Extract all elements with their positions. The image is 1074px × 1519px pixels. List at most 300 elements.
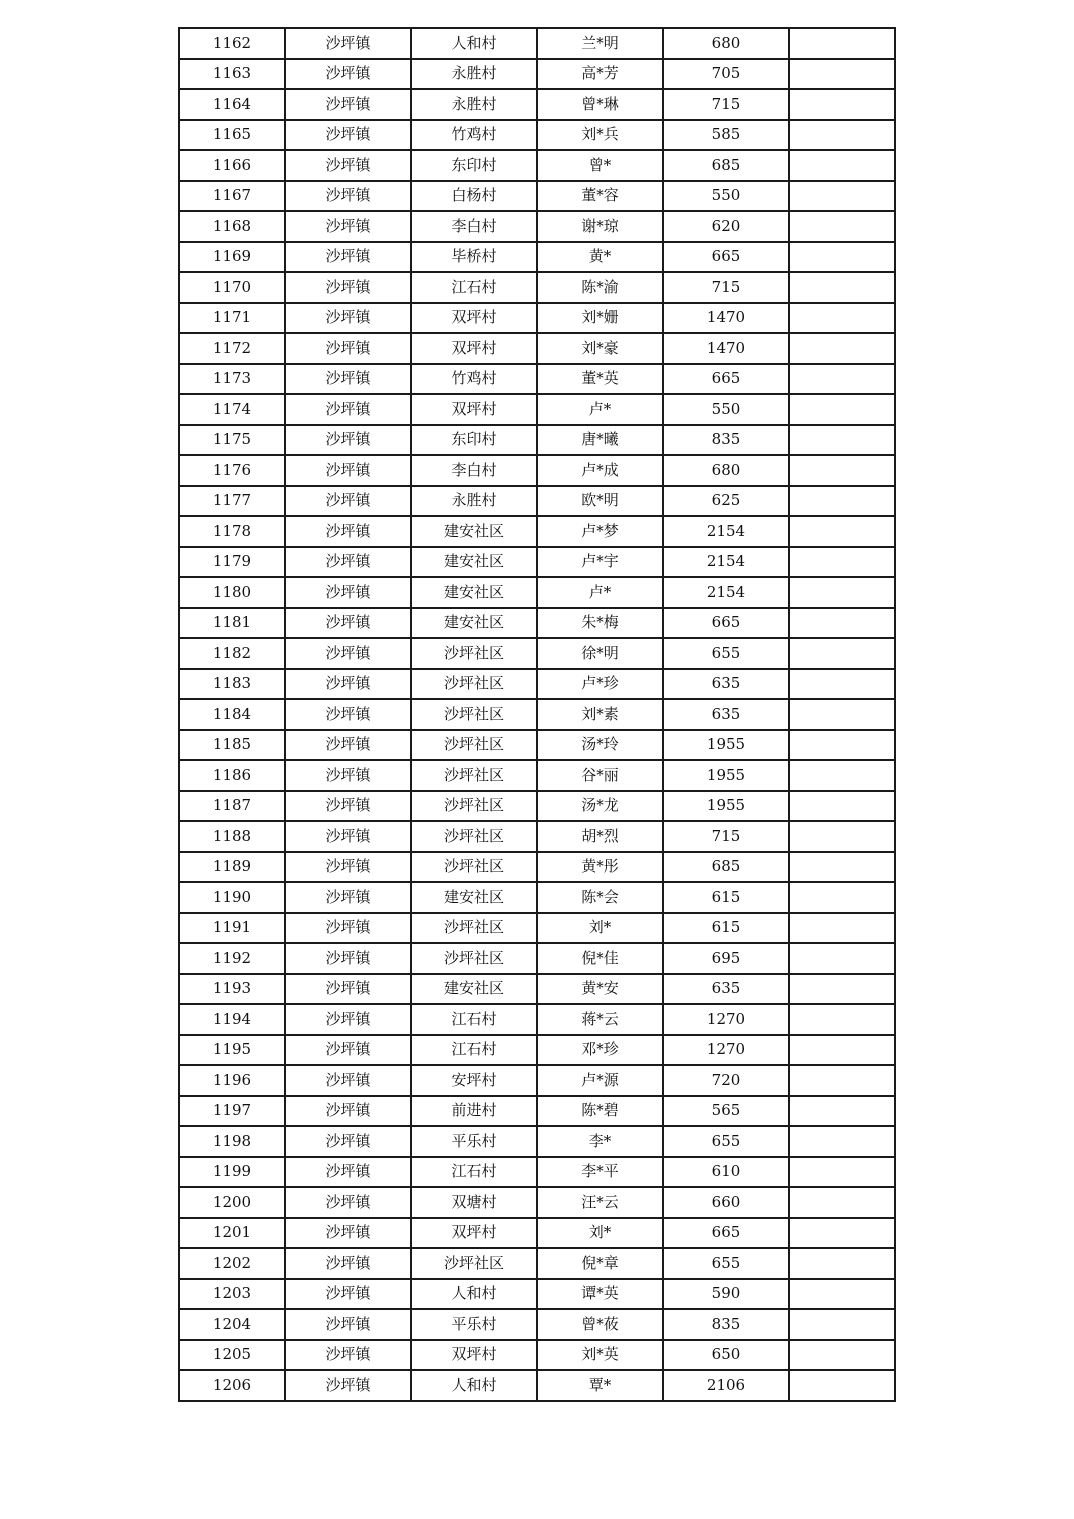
town-cell: 沙坪镇 — [285, 394, 411, 425]
name-cell: 汤*龙 — [537, 791, 663, 822]
note-cell — [789, 364, 895, 395]
town-cell: 沙坪镇 — [285, 1187, 411, 1218]
note-cell — [789, 699, 895, 730]
row-number-cell: 1205 — [179, 1340, 285, 1371]
village-cell: 李白村 — [411, 211, 537, 242]
table-row — [179, 150, 895, 181]
name-cell: 曾*莜 — [537, 1309, 663, 1340]
amount-cell: 585 — [663, 120, 789, 151]
note-cell — [789, 89, 895, 120]
amount-cell: 625 — [663, 486, 789, 517]
amount-cell: 665 — [663, 364, 789, 395]
name-cell: 胡*烈 — [537, 821, 663, 852]
note-cell — [789, 821, 895, 852]
table-row — [179, 699, 895, 730]
town-cell: 沙坪镇 — [285, 1035, 411, 1066]
note-cell — [789, 1218, 895, 1249]
records-table — [178, 27, 896, 1402]
town-cell: 沙坪镇 — [285, 882, 411, 913]
town-cell: 沙坪镇 — [285, 1340, 411, 1371]
row-number-cell: 1178 — [179, 516, 285, 547]
amount-cell: 1955 — [663, 760, 789, 791]
amount-cell: 635 — [663, 974, 789, 1005]
village-cell: 沙坪社区 — [411, 1248, 537, 1279]
table-row — [179, 730, 895, 761]
row-number-cell: 1187 — [179, 791, 285, 822]
village-cell: 江石村 — [411, 272, 537, 303]
table-row — [179, 791, 895, 822]
table-row — [179, 547, 895, 578]
name-cell: 覃* — [537, 1370, 663, 1401]
name-cell: 董*容 — [537, 181, 663, 212]
village-cell: 前进村 — [411, 1096, 537, 1127]
town-cell: 沙坪镇 — [285, 303, 411, 334]
row-number-cell: 1181 — [179, 608, 285, 639]
village-cell: 沙坪社区 — [411, 699, 537, 730]
row-number-cell: 1180 — [179, 577, 285, 608]
name-cell: 谢*琼 — [537, 211, 663, 242]
table-row — [179, 1309, 895, 1340]
row-number-cell: 1172 — [179, 333, 285, 364]
amount-cell: 550 — [663, 181, 789, 212]
village-cell: 李白村 — [411, 455, 537, 486]
table-row — [179, 669, 895, 700]
village-cell: 双坪村 — [411, 394, 537, 425]
amount-cell: 550 — [663, 394, 789, 425]
village-cell: 安坪村 — [411, 1065, 537, 1096]
row-number-cell: 1171 — [179, 303, 285, 334]
table-row — [179, 1126, 895, 1157]
town-cell: 沙坪镇 — [285, 181, 411, 212]
amount-cell: 665 — [663, 608, 789, 639]
amount-cell: 655 — [663, 1248, 789, 1279]
table-row — [179, 1035, 895, 1066]
row-number-cell: 1176 — [179, 455, 285, 486]
village-cell: 建安社区 — [411, 577, 537, 608]
amount-cell: 695 — [663, 943, 789, 974]
village-cell: 江石村 — [411, 1157, 537, 1188]
village-cell: 人和村 — [411, 1370, 537, 1401]
town-cell: 沙坪镇 — [285, 1065, 411, 1096]
town-cell: 沙坪镇 — [285, 272, 411, 303]
table-row — [179, 974, 895, 1005]
name-cell: 李*平 — [537, 1157, 663, 1188]
name-cell: 兰*明 — [537, 28, 663, 59]
table-row — [179, 211, 895, 242]
amount-cell: 1955 — [663, 730, 789, 761]
village-cell: 东印村 — [411, 150, 537, 181]
village-cell: 竹鸡村 — [411, 364, 537, 395]
amount-cell: 665 — [663, 1218, 789, 1249]
town-cell: 沙坪镇 — [285, 730, 411, 761]
note-cell — [789, 760, 895, 791]
row-number-cell: 1203 — [179, 1279, 285, 1310]
amount-cell: 715 — [663, 821, 789, 852]
note-cell — [789, 913, 895, 944]
name-cell: 卢*成 — [537, 455, 663, 486]
village-cell: 永胜村 — [411, 59, 537, 90]
village-cell: 江石村 — [411, 1035, 537, 1066]
note-cell — [789, 1279, 895, 1310]
town-cell: 沙坪镇 — [285, 699, 411, 730]
village-cell: 江石村 — [411, 1004, 537, 1035]
table-row — [179, 120, 895, 151]
town-cell: 沙坪镇 — [285, 150, 411, 181]
amount-cell: 615 — [663, 913, 789, 944]
name-cell: 汪*云 — [537, 1187, 663, 1218]
note-cell — [789, 303, 895, 334]
row-number-cell: 1188 — [179, 821, 285, 852]
table-row — [179, 272, 895, 303]
note-cell — [789, 211, 895, 242]
amount-cell: 1955 — [663, 791, 789, 822]
village-cell: 双坪村 — [411, 303, 537, 334]
village-cell: 平乐村 — [411, 1126, 537, 1157]
row-number-cell: 1195 — [179, 1035, 285, 1066]
village-cell: 沙坪社区 — [411, 760, 537, 791]
note-cell — [789, 547, 895, 578]
row-number-cell: 1186 — [179, 760, 285, 791]
note-cell — [789, 974, 895, 1005]
town-cell: 沙坪镇 — [285, 821, 411, 852]
name-cell: 卢*宇 — [537, 547, 663, 578]
row-number-cell: 1184 — [179, 699, 285, 730]
amount-cell: 2106 — [663, 1370, 789, 1401]
name-cell: 汤*玲 — [537, 730, 663, 761]
table-row — [179, 516, 895, 547]
town-cell: 沙坪镇 — [285, 242, 411, 273]
note-cell — [789, 1309, 895, 1340]
note-cell — [789, 608, 895, 639]
village-cell: 沙坪社区 — [411, 852, 537, 883]
note-cell — [789, 1340, 895, 1371]
village-cell: 白杨村 — [411, 181, 537, 212]
table-row — [179, 638, 895, 669]
name-cell: 陈*渝 — [537, 272, 663, 303]
amount-cell: 680 — [663, 455, 789, 486]
table-row — [179, 1340, 895, 1371]
name-cell: 唐*曦 — [537, 425, 663, 456]
note-cell — [789, 333, 895, 364]
name-cell: 董*英 — [537, 364, 663, 395]
note-cell — [789, 1035, 895, 1066]
name-cell: 倪*章 — [537, 1248, 663, 1279]
village-cell: 沙坪社区 — [411, 791, 537, 822]
name-cell: 卢*珍 — [537, 669, 663, 700]
village-cell: 建安社区 — [411, 516, 537, 547]
row-number-cell: 1173 — [179, 364, 285, 395]
amount-cell: 715 — [663, 89, 789, 120]
village-cell: 毕桥村 — [411, 242, 537, 273]
town-cell: 沙坪镇 — [285, 974, 411, 1005]
note-cell — [789, 1248, 895, 1279]
village-cell: 建安社区 — [411, 547, 537, 578]
name-cell: 邓*珍 — [537, 1035, 663, 1066]
town-cell: 沙坪镇 — [285, 89, 411, 120]
row-number-cell: 1206 — [179, 1370, 285, 1401]
name-cell: 陈*会 — [537, 882, 663, 913]
name-cell: 黄* — [537, 242, 663, 273]
row-number-cell: 1191 — [179, 913, 285, 944]
note-cell — [789, 150, 895, 181]
note-cell — [789, 425, 895, 456]
note-cell — [789, 791, 895, 822]
row-number-cell: 1194 — [179, 1004, 285, 1035]
row-number-cell: 1202 — [179, 1248, 285, 1279]
amount-cell: 650 — [663, 1340, 789, 1371]
table-row — [179, 608, 895, 639]
village-cell: 沙坪社区 — [411, 913, 537, 944]
table-row — [179, 394, 895, 425]
town-cell: 沙坪镇 — [285, 1004, 411, 1035]
note-cell — [789, 394, 895, 425]
row-number-cell: 1192 — [179, 943, 285, 974]
amount-cell: 665 — [663, 242, 789, 273]
note-cell — [789, 943, 895, 974]
table-row — [179, 1370, 895, 1401]
name-cell: 刘* — [537, 1218, 663, 1249]
row-number-cell: 1174 — [179, 394, 285, 425]
table-row — [179, 455, 895, 486]
note-cell — [789, 272, 895, 303]
town-cell: 沙坪镇 — [285, 547, 411, 578]
row-number-cell: 1179 — [179, 547, 285, 578]
amount-cell: 1270 — [663, 1035, 789, 1066]
name-cell: 陈*碧 — [537, 1096, 663, 1127]
amount-cell: 835 — [663, 425, 789, 456]
row-number-cell: 1177 — [179, 486, 285, 517]
note-cell — [789, 730, 895, 761]
name-cell: 曾* — [537, 150, 663, 181]
note-cell — [789, 1126, 895, 1157]
name-cell: 刘*姗 — [537, 303, 663, 334]
table-row — [179, 913, 895, 944]
town-cell: 沙坪镇 — [285, 608, 411, 639]
amount-cell: 680 — [663, 28, 789, 59]
amount-cell: 685 — [663, 150, 789, 181]
row-number-cell: 1163 — [179, 59, 285, 90]
row-number-cell: 1196 — [179, 1065, 285, 1096]
row-number-cell: 1162 — [179, 28, 285, 59]
amount-cell: 1470 — [663, 333, 789, 364]
table-row — [179, 882, 895, 913]
table-row — [179, 1157, 895, 1188]
table-row — [179, 1096, 895, 1127]
name-cell: 卢*梦 — [537, 516, 663, 547]
name-cell: 高*芳 — [537, 59, 663, 90]
amount-cell: 720 — [663, 1065, 789, 1096]
table-row — [179, 852, 895, 883]
note-cell — [789, 1096, 895, 1127]
village-cell: 建安社区 — [411, 974, 537, 1005]
document-page — [178, 27, 896, 1402]
amount-cell: 685 — [663, 852, 789, 883]
village-cell: 沙坪社区 — [411, 638, 537, 669]
row-number-cell: 1198 — [179, 1126, 285, 1157]
amount-cell: 835 — [663, 1309, 789, 1340]
amount-cell: 610 — [663, 1157, 789, 1188]
village-cell: 竹鸡村 — [411, 120, 537, 151]
note-cell — [789, 1370, 895, 1401]
note-cell — [789, 882, 895, 913]
row-number-cell: 1168 — [179, 211, 285, 242]
name-cell: 谭*英 — [537, 1279, 663, 1310]
note-cell — [789, 638, 895, 669]
records-table-body — [179, 28, 895, 1401]
table-row — [179, 1004, 895, 1035]
amount-cell: 715 — [663, 272, 789, 303]
row-number-cell: 1170 — [179, 272, 285, 303]
row-number-cell: 1201 — [179, 1218, 285, 1249]
village-cell: 东印村 — [411, 425, 537, 456]
name-cell: 卢* — [537, 394, 663, 425]
row-number-cell: 1169 — [179, 242, 285, 273]
village-cell: 沙坪社区 — [411, 669, 537, 700]
town-cell: 沙坪镇 — [285, 1126, 411, 1157]
town-cell: 沙坪镇 — [285, 638, 411, 669]
name-cell: 刘*英 — [537, 1340, 663, 1371]
town-cell: 沙坪镇 — [285, 1157, 411, 1188]
row-number-cell: 1193 — [179, 974, 285, 1005]
amount-cell: 620 — [663, 211, 789, 242]
town-cell: 沙坪镇 — [285, 486, 411, 517]
amount-cell: 705 — [663, 59, 789, 90]
note-cell — [789, 181, 895, 212]
amount-cell: 655 — [663, 638, 789, 669]
table-row — [179, 181, 895, 212]
note-cell — [789, 1004, 895, 1035]
table-row — [179, 760, 895, 791]
village-cell: 人和村 — [411, 1279, 537, 1310]
note-cell — [789, 28, 895, 59]
name-cell: 卢*源 — [537, 1065, 663, 1096]
note-cell — [789, 1187, 895, 1218]
row-number-cell: 1204 — [179, 1309, 285, 1340]
row-number-cell: 1183 — [179, 669, 285, 700]
town-cell: 沙坪镇 — [285, 516, 411, 547]
table-row — [179, 59, 895, 90]
note-cell — [789, 242, 895, 273]
amount-cell: 615 — [663, 882, 789, 913]
note-cell — [789, 455, 895, 486]
amount-cell: 635 — [663, 669, 789, 700]
name-cell: 欧*明 — [537, 486, 663, 517]
name-cell: 朱*梅 — [537, 608, 663, 639]
town-cell: 沙坪镇 — [285, 59, 411, 90]
table-row — [179, 303, 895, 334]
village-cell: 沙坪社区 — [411, 730, 537, 761]
name-cell: 李* — [537, 1126, 663, 1157]
name-cell: 刘* — [537, 913, 663, 944]
table-row — [179, 821, 895, 852]
table-row — [179, 89, 895, 120]
table-row — [179, 333, 895, 364]
amount-cell: 1470 — [663, 303, 789, 334]
town-cell: 沙坪镇 — [285, 1309, 411, 1340]
name-cell: 刘*兵 — [537, 120, 663, 151]
table-row — [179, 486, 895, 517]
table-row — [179, 1279, 895, 1310]
row-number-cell: 1164 — [179, 89, 285, 120]
name-cell: 刘*豪 — [537, 333, 663, 364]
table-row — [179, 242, 895, 273]
note-cell — [789, 1065, 895, 1096]
row-number-cell: 1200 — [179, 1187, 285, 1218]
row-number-cell: 1182 — [179, 638, 285, 669]
note-cell — [789, 59, 895, 90]
name-cell: 卢* — [537, 577, 663, 608]
name-cell: 倪*佳 — [537, 943, 663, 974]
name-cell: 曾*琳 — [537, 89, 663, 120]
table-row — [179, 1187, 895, 1218]
table-row — [179, 943, 895, 974]
table-row — [179, 1218, 895, 1249]
note-cell — [789, 1157, 895, 1188]
town-cell: 沙坪镇 — [285, 425, 411, 456]
name-cell: 刘*素 — [537, 699, 663, 730]
note-cell — [789, 486, 895, 517]
row-number-cell: 1199 — [179, 1157, 285, 1188]
row-number-cell: 1166 — [179, 150, 285, 181]
town-cell: 沙坪镇 — [285, 669, 411, 700]
town-cell: 沙坪镇 — [285, 1370, 411, 1401]
amount-cell: 565 — [663, 1096, 789, 1127]
town-cell: 沙坪镇 — [285, 760, 411, 791]
table-row — [179, 28, 895, 59]
amount-cell: 1270 — [663, 1004, 789, 1035]
row-number-cell: 1190 — [179, 882, 285, 913]
row-number-cell: 1165 — [179, 120, 285, 151]
town-cell: 沙坪镇 — [285, 943, 411, 974]
town-cell: 沙坪镇 — [285, 577, 411, 608]
town-cell: 沙坪镇 — [285, 1279, 411, 1310]
name-cell: 徐*明 — [537, 638, 663, 669]
amount-cell: 635 — [663, 699, 789, 730]
town-cell: 沙坪镇 — [285, 791, 411, 822]
table-row — [179, 1065, 895, 1096]
town-cell: 沙坪镇 — [285, 333, 411, 364]
amount-cell: 2154 — [663, 547, 789, 578]
town-cell: 沙坪镇 — [285, 1096, 411, 1127]
table-row — [179, 1248, 895, 1279]
name-cell: 蒋*云 — [537, 1004, 663, 1035]
note-cell — [789, 577, 895, 608]
note-cell — [789, 852, 895, 883]
village-cell: 永胜村 — [411, 486, 537, 517]
village-cell: 双坪村 — [411, 333, 537, 364]
village-cell: 永胜村 — [411, 89, 537, 120]
town-cell: 沙坪镇 — [285, 1248, 411, 1279]
amount-cell: 2154 — [663, 577, 789, 608]
amount-cell: 2154 — [663, 516, 789, 547]
amount-cell: 660 — [663, 1187, 789, 1218]
town-cell: 沙坪镇 — [285, 364, 411, 395]
village-cell: 双塘村 — [411, 1187, 537, 1218]
name-cell: 黄*安 — [537, 974, 663, 1005]
name-cell: 谷*丽 — [537, 760, 663, 791]
row-number-cell: 1197 — [179, 1096, 285, 1127]
row-number-cell: 1175 — [179, 425, 285, 456]
table-row — [179, 364, 895, 395]
village-cell: 沙坪社区 — [411, 821, 537, 852]
row-number-cell: 1167 — [179, 181, 285, 212]
town-cell: 沙坪镇 — [285, 120, 411, 151]
town-cell: 沙坪镇 — [285, 211, 411, 242]
village-cell: 双坪村 — [411, 1218, 537, 1249]
note-cell — [789, 120, 895, 151]
row-number-cell: 1185 — [179, 730, 285, 761]
village-cell: 建安社区 — [411, 608, 537, 639]
